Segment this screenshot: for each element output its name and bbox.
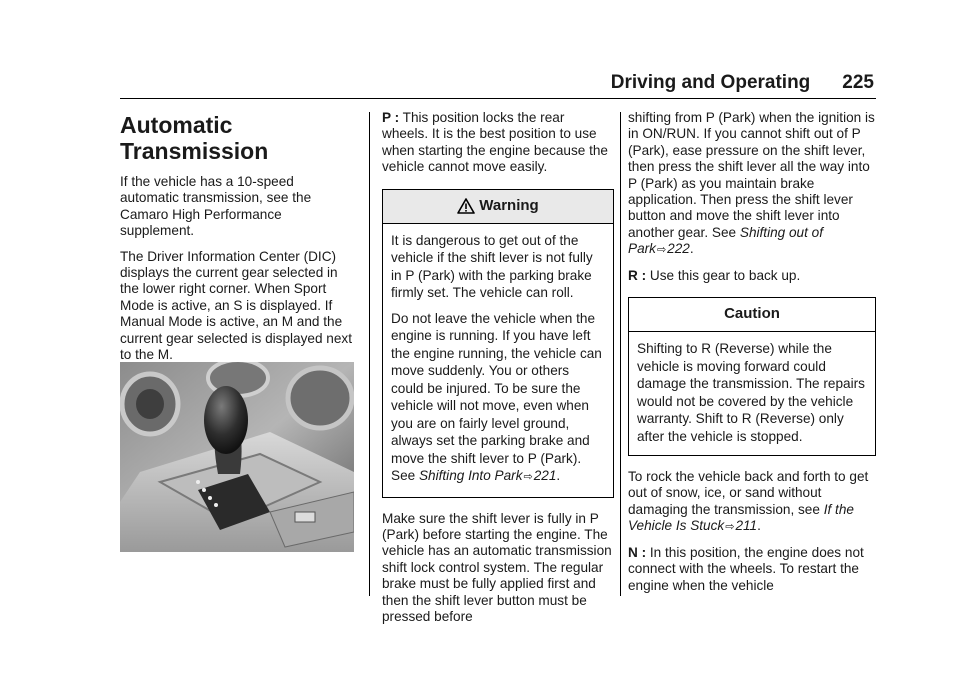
warning-paragraph-2 bbox=[391, 310, 605, 487]
caution-header bbox=[629, 298, 875, 332]
warning-p2-end: . bbox=[556, 468, 561, 484]
shift-lever-photo bbox=[120, 362, 354, 552]
park-continued-paragraph bbox=[628, 110, 876, 259]
page-number: 225 bbox=[842, 72, 874, 93]
reverse-text: Use this gear to back up. bbox=[649, 267, 801, 283]
page-title bbox=[120, 112, 356, 164]
park-paragraph bbox=[382, 110, 614, 176]
neutral-text: In this position, the engine does not connect with the wheels. To restart the engine when the vehicle bbox=[628, 544, 864, 593]
caution-body bbox=[629, 332, 875, 455]
intro-paragraph: If the vehicle has a 10-speed automatic transmission, see the Camaro High Performance supplement. bbox=[120, 174, 312, 239]
reverse-paragraph bbox=[628, 268, 876, 284]
shifting-out-of-park-link[interactable]: Shifting out of Park bbox=[628, 224, 824, 257]
rock-end: . bbox=[757, 518, 761, 534]
caution-box bbox=[628, 297, 876, 456]
title-line-1: Automatic bbox=[120, 112, 233, 138]
rock-text: To rock the vehicle back and forth to get out of snow, ice, or sand without damaging the transmission, see bbox=[628, 469, 869, 517]
page-ref-icon: ⇨ bbox=[725, 521, 735, 534]
title-line-2: Transmission bbox=[120, 138, 269, 164]
warning-title: Warning bbox=[479, 196, 539, 214]
shifting-into-park-link[interactable]: Shifting Into Park bbox=[418, 468, 523, 484]
column-2 bbox=[382, 110, 614, 634]
neutral-label: N : bbox=[628, 544, 647, 560]
warning-body bbox=[383, 224, 613, 497]
shifting-out-of-park-page[interactable]: 222 bbox=[667, 241, 690, 257]
rock-paragraph bbox=[628, 469, 876, 536]
caution-title: Caution bbox=[724, 305, 780, 323]
column-divider-2 bbox=[620, 112, 621, 596]
column-3 bbox=[628, 110, 876, 603]
neutral-paragraph bbox=[628, 545, 876, 594]
park-continued-text: shifting from P (Park) when the ignition is in ON/RUN. If you cannot shift out of P (Park), ease pressure on the shift lever, then press the shift lever all the way into P (Park) as you maintain brake application. Then press the shift lever button and move the shift lever into another gear. See bbox=[628, 110, 875, 240]
shift-lock-paragraph: Make sure the shift lever is fully in P (Park) before starting the engine. The vehicle has an automatic transmission shift lock control system. The regular brake must be fully applied first and then the shift lever button must be pressed before bbox=[382, 510, 612, 625]
reverse-label: R : bbox=[628, 267, 647, 283]
cont-end: . bbox=[689, 241, 694, 257]
column-divider-1 bbox=[369, 112, 370, 596]
warning-paragraph-1: It is dangerous to get out of the vehicle if the shift lever is not fully in P (Park) with the parking brake firmly set. The vehicle can roll. bbox=[391, 232, 593, 301]
caution-text: Shifting to R (Reverse) while the vehicle is moving forward could damage the transmission. The repairs would not be covered by the vehicle warranty. Shift to R (Reverse) only after the vehicle is stopped. bbox=[637, 341, 865, 444]
page-ref-icon: ⇨ bbox=[523, 471, 533, 484]
dic-paragraph: The Driver Information Center (DIC) displays the current gear selected in the lower right corner. When Sport Mode is active, an S is displayed. If Manual Mode is active, an M and the current gear selected is displayed next to the M. bbox=[120, 248, 352, 363]
warning-paragraph-2-text: Do not leave the vehicle when the engine is running. If you have left the engine running, the vehicle can move suddenly. You or others could be injured. To be sure the vehicle will not move, even when you are on fairly level ground, always set the parking brake and move the shift lever to P (Park). See bbox=[391, 310, 602, 484]
running-header bbox=[611, 70, 874, 96]
vehicle-stuck-link[interactable]: If the Vehicle Is Stuck bbox=[628, 501, 854, 534]
shifting-into-park-page[interactable]: 221 bbox=[533, 468, 557, 484]
vehicle-stuck-page[interactable]: 211 bbox=[735, 518, 758, 534]
park-text: This position locks the rear wheels. It is the best position to use when starting the engine because the vehicle cannot move easily. bbox=[382, 110, 608, 175]
header-rule bbox=[120, 98, 876, 99]
page-ref-icon: ⇨ bbox=[656, 244, 667, 257]
warning-triangle-icon bbox=[457, 198, 475, 214]
warning-header bbox=[383, 190, 613, 224]
column-1 bbox=[120, 112, 356, 372]
section-title: Driving and Operating bbox=[610, 72, 811, 93]
warning-box bbox=[382, 189, 614, 498]
park-label: P : bbox=[382, 110, 400, 125]
